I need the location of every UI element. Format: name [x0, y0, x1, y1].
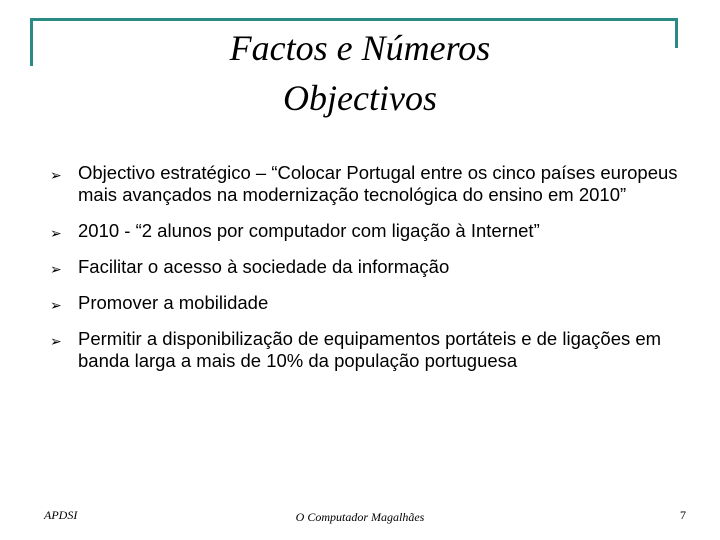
footer-organization: APDSI [44, 508, 78, 522]
slide-title-line2: Objectivos [283, 78, 437, 118]
page-number: 7 [680, 508, 686, 522]
bullet-text: Objectivo estratégico – “Colocar Portugal entre os cinco países europeus mais avançados na modernização tecnológica do ensino em 2010” [78, 162, 678, 205]
arrow-bullet-icon: ➢ [50, 333, 62, 349]
arrow-bullet-icon: ➢ [50, 261, 62, 277]
slide-title-line1: Factos e Números [229, 28, 491, 68]
frame-right-line [675, 18, 678, 48]
bullet-text: 2010 - “2 alunos por computador com ligação à Internet” [78, 220, 540, 241]
arrow-bullet-icon: ➢ [50, 297, 62, 313]
footer-title: O Computador Magalhães [295, 510, 425, 524]
arrow-bullet-icon: ➢ [50, 225, 62, 241]
bullet-text: Promover a mobilidade [78, 292, 269, 313]
bullet-item [50, 256, 690, 278]
bullet-item [50, 220, 690, 242]
bullet-text: Permitir a disponibilização de equipamentos portáteis e de ligações em banda larga a mais de 10% da população portuguesa [78, 328, 662, 371]
arrow-bullet-icon: ➢ [50, 167, 62, 183]
bullet-item [50, 328, 690, 372]
bullet-item [50, 162, 690, 206]
bullet-text: Facilitar o acesso à sociedade da informação [78, 256, 450, 277]
frame-top-line [30, 18, 678, 21]
frame-left-line [30, 18, 33, 66]
bullet-list [50, 162, 690, 386]
bullet-item [50, 292, 690, 314]
